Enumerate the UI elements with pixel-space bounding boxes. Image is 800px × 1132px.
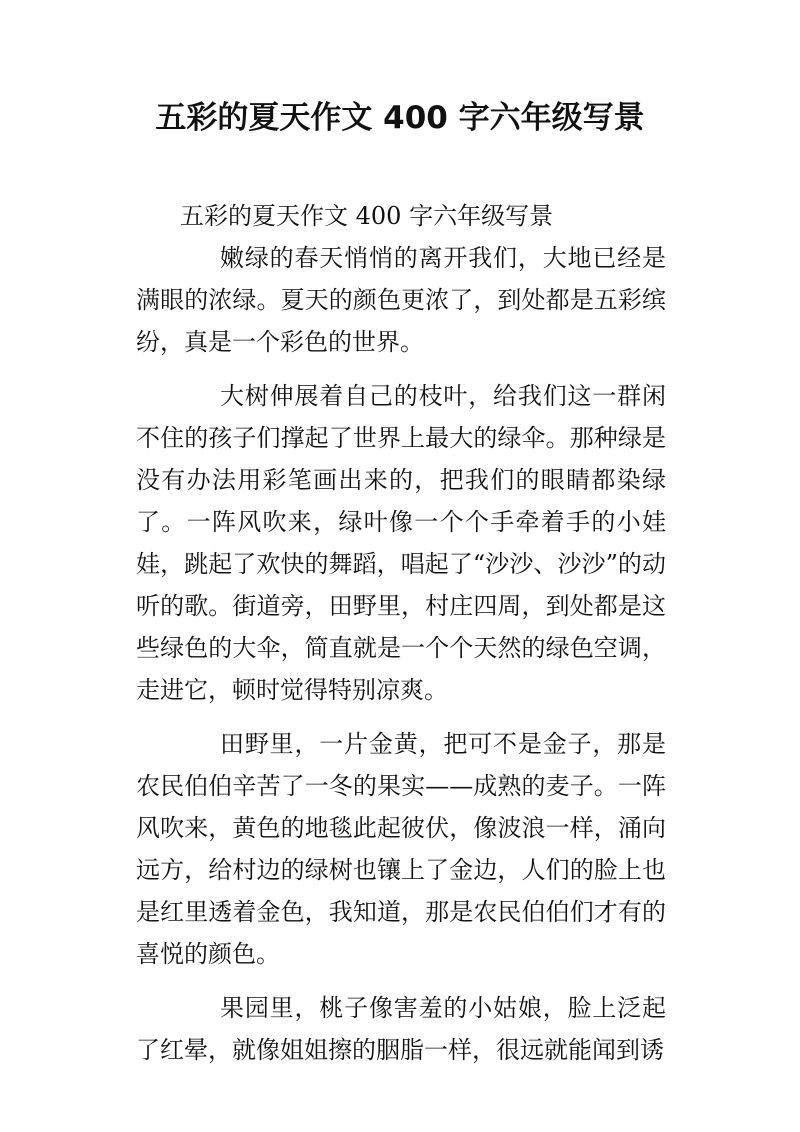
paragraph-spring: 嫩绿的春天悄悄的离开我们，大地已经是满眼的浓绿。夏天的颜色更浓了，到处都是五彩缤纷，真是一个彩色的世界。 — [136, 244, 666, 356]
paragraph-orchard: 果园里，桃子像害羞的小姑娘，脸上泛起了红晕，就像姐姐擦的胭脂一样，很远就能闻到诱 — [136, 994, 666, 1064]
document-title: 五彩的夏天作文 400 字六年级写景 — [155, 100, 645, 136]
document-subtitle: 五彩的夏天作文 400 字六年级写景 — [180, 202, 554, 230]
paragraph-trees: 大树伸展着自己的枝叶，给我们这一群闲不住的孩子们撑起了世界上最大的绿伞。那种绿是没有办法用彩笔画出来的，把我们的眼睛都染绿了。一阵风吹来，绿叶像一个个手牵着手的小娃娃，跳起了欢快的舞蹈，唱起了“沙沙、沙沙”的动听的歌。街道旁，田野里，村庄四周，到处都是这些绿色的大伞，简直就是一个个天然的绿色空调，走进它，顿时觉得特别凉爽。 — [136, 382, 666, 704]
paragraph-fields: 田野里，一片金黄，把可不是金子，那是农民伯伯辛苦了一冬的果实——成熟的麦子。一阵风吹来，黄色的地毯此起彼伏，像波浪一样，涌向远方，给村边的绿树也镶上了金边，人们的脸上也是红里透着金色，我知道，那是农民伯伯们才有的喜悦的颜色。 — [136, 730, 666, 968]
document-body — [136, 195, 666, 1071]
